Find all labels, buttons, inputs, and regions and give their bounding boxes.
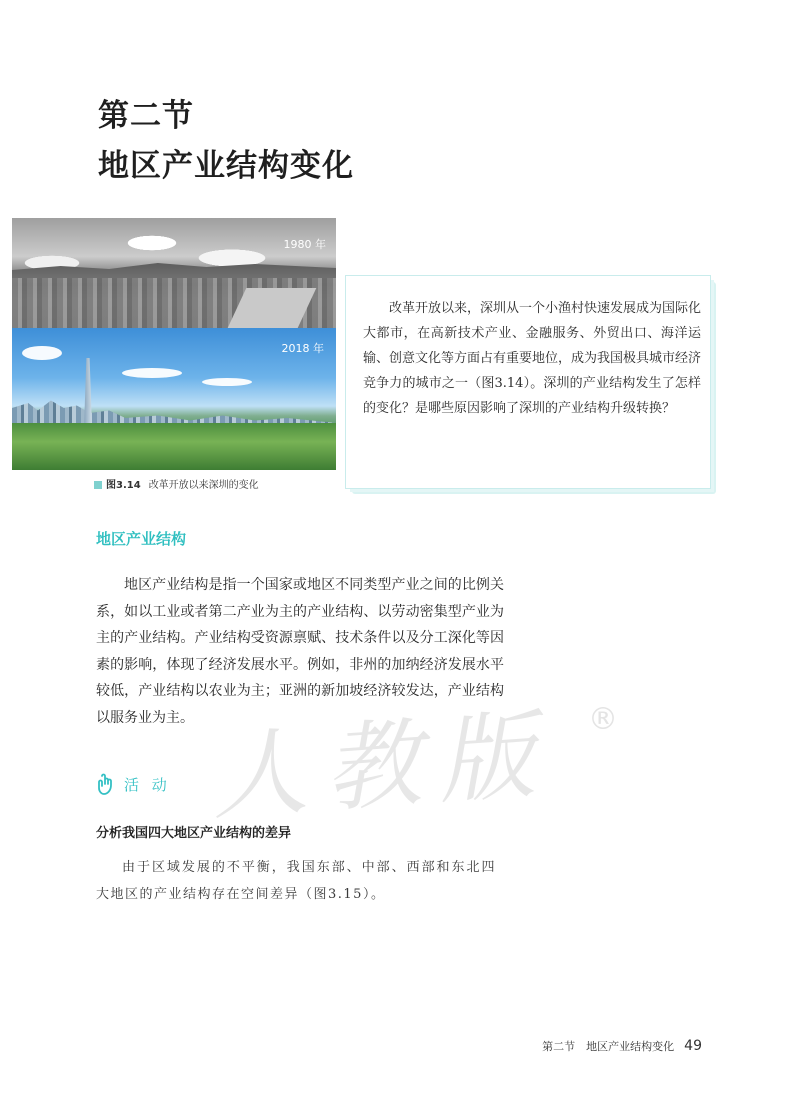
photo-park [12,423,336,470]
photo-cloud [122,368,182,378]
photo-hills [12,258,336,278]
footer-section-title: 第二节 地区产业结构变化 [542,1040,675,1053]
activity-label: 活 动 [124,775,171,794]
photo-cloud [22,346,62,360]
photo-shenzhen-1980 [12,218,336,328]
body-paragraph: 地区产业结构是指一个国家或地区不同类型产业之间的比例关系，如以工业或者第二产业为主的产业结构、以劳动密集型产业为主的产业结构。产业结构受资源禀赋、技术条件以及分工深化等因素的影响，体现了经济发展水平。例如，非州的加纳经济发展水平较低，产业结构以农业为主；亚洲的新加坡经济较发达，产业结构以服务业为主。 [96,577,504,726]
figure-caption [94,476,259,491]
watermark: 人教版 [207,698,557,834]
page-footer [542,1038,702,1054]
section-number-title: 第二节 [98,98,194,134]
photo-shenzhen-2018 [12,328,336,470]
intro-text: 改革开放以来，深圳从一个小渔村快速发展成为国际化大都市，在高新技术产业、金融服务、外贸出口、海洋运输、创意文化等方面占有重要地位，成为我国极具城市经济竞争力的城市之一（图3.14）。深圳的产业结构发生了怎样的变化？是哪些原因影响了深圳的产业结构升级转换？ [363,301,702,416]
activity-hand-icon [96,772,118,796]
section-title: 地区产业结构变化 [98,148,354,184]
activity-header [96,772,171,796]
page-number: 49 [684,1038,702,1054]
photo-tower [84,358,92,428]
caption-text: 改革开放以来深圳的变化 [148,480,259,491]
year-label-bottom: 2018 年 [281,342,324,355]
caption-number: 图3.14 [106,480,141,491]
caption-square-icon [94,481,102,489]
activity-title: 分析我国四大地区产业结构的差异 [96,826,292,841]
activity-text: 由于区域发展的不平衡，我国东部、中部、西部和东北四大地区的产业结构存在空间差异（图3.15）。 [96,860,496,902]
watermark-registered-mark: ® [588,702,618,737]
photo-cloud [202,378,252,386]
year-label-top: 1980 年 [283,238,326,251]
subsection-heading: 地区产业结构 [96,530,187,548]
